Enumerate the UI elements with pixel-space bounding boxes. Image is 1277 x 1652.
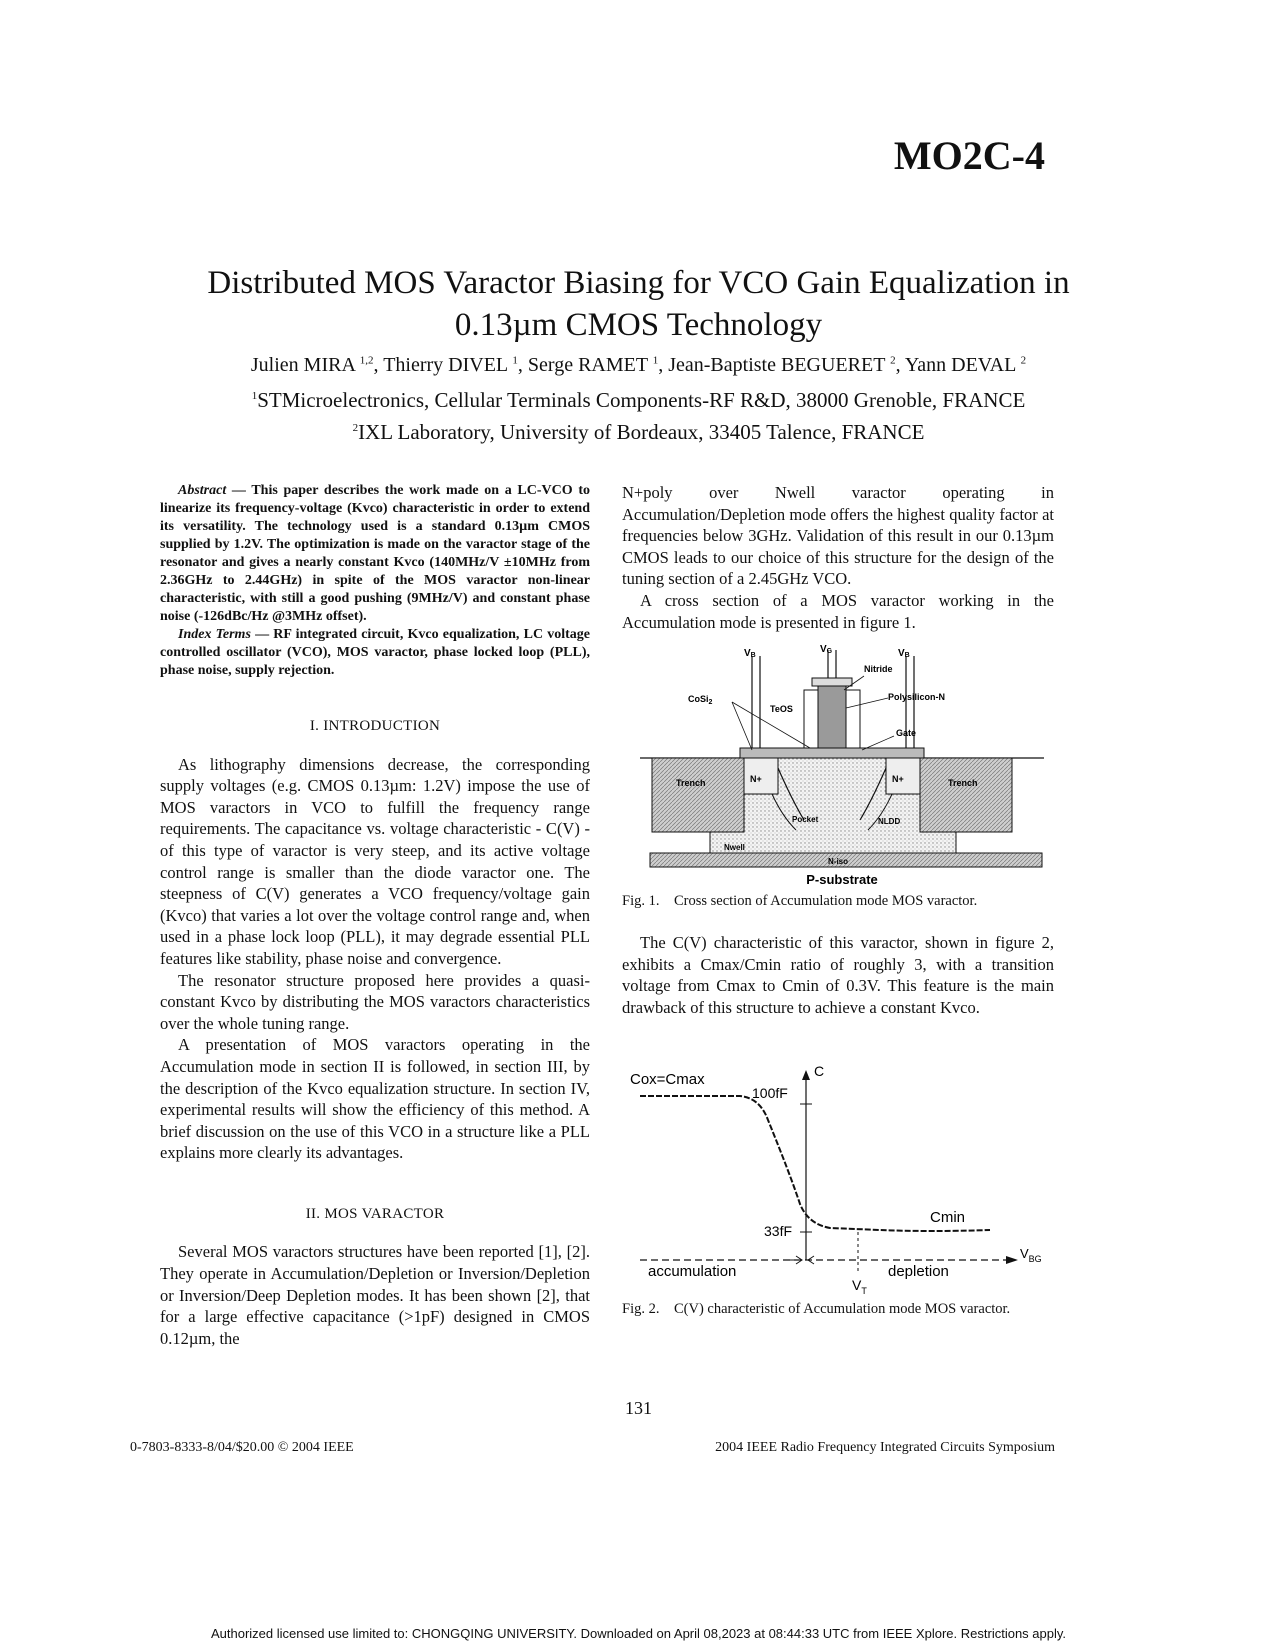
page-number: 131 bbox=[625, 1398, 652, 1418]
label-cox-cmax: Cox=Cmax bbox=[630, 1071, 705, 1088]
right-column-middle bbox=[622, 932, 1054, 1018]
teos-spacer-right bbox=[846, 690, 860, 748]
label-psubstrate: P-substrate bbox=[806, 872, 878, 887]
teos-spacer-left bbox=[804, 690, 818, 748]
author: Jean-Baptiste BEGUERET bbox=[668, 354, 886, 376]
figure-1-cross-section bbox=[632, 644, 1052, 914]
affiliation-1: $^1$STMicroelectronics, Cellular Terminals Components-RF R&D, 38000 Grenoble, FRANCE bbox=[251, 388, 1026, 412]
label-nplus-right: N+ bbox=[892, 774, 904, 784]
abstract: Abstract — This paper describes the work made on a LC-VCO to linearize its frequency-voltage (Kvco) characteristic in order to extend its versatility. The technology used is a standard 0.13µm CMOS supplied by 1.2V. The optimization is made on the varactor stage of the resonator and gives a nearly constant Kvco (140MHz/V ±10MHz from 2.36GHz to 2.44GHz) in spite of the MOS varactor non-linear characteristic, with still a good pushing (9MHz/V) and constant phase noise (-126dBc/Hz @3MHz offset). Index Terms — RF integrated circuit, Kvco equalization, LC voltage controlled oscillator (VCO), MOS varactor, phase locked loop (PLL), phase noise, supply rejection. bbox=[160, 483, 590, 678]
nitride-cap bbox=[812, 678, 852, 686]
figure-2-cv-curve bbox=[630, 1064, 1050, 1296]
label-trench-left: Trench bbox=[676, 778, 706, 788]
label-33ff: 33fF bbox=[764, 1223, 793, 1239]
paragraph: A presentation of MOS varactors operating in the Accumulation mode in section II is followed, in section III, by the description of the Kvco equalization structure. In section IV, experimental results will show the efficiency of this method. A brief discussion on the use of this VCO in a structure like a PLL explains more clearly its advantages. bbox=[160, 1035, 590, 1163]
label-accumulation: accumulation bbox=[648, 1263, 737, 1280]
title-line-1: Distributed MOS Varactor Biasing for VCO Gain Equalization in bbox=[207, 265, 1070, 301]
label-nwell: Nwell bbox=[724, 843, 745, 852]
label-c-axis: C bbox=[814, 1063, 825, 1079]
author: Yann DEVAL bbox=[904, 354, 1016, 376]
paragraph: N+poly over Nwell varactor operating in Accumulation/Depletion mode offers the highest quality factor at frequencies below 3GHz. Validation of this result in our 0.13µm CMOS leads to our choice of this structure for the design of the tuning section of a 2.45GHz VCO. bbox=[622, 483, 1054, 589]
author: Julien MIRA bbox=[250, 354, 355, 376]
label-trench-right: Trench bbox=[948, 778, 978, 788]
label-cmin: Cmin bbox=[930, 1209, 966, 1226]
label-nitride: Nitride bbox=[864, 664, 893, 674]
label-vg: $V_G$ bbox=[820, 644, 833, 656]
label-pocket: Pocket bbox=[792, 815, 819, 824]
label-cosi: CoSi$_2$ bbox=[688, 694, 713, 706]
trench-left-shape bbox=[652, 758, 744, 832]
paragraph: Several MOS varactors structures have been reported [1], [2]. They operate in Accumulation/Depletion or Inversion/Depletion or Inversion/Deep Depletion modes. It has been shown [2], that for a large effective capacitance (>1pF) designed in CMOS 0.12µm, the bbox=[160, 1242, 590, 1348]
label-vt: $V_T$ bbox=[852, 1277, 867, 1296]
label-polysilicon: Polysilicon-N bbox=[888, 692, 946, 702]
label-nldd: NLDD bbox=[878, 817, 901, 826]
authorized-use-notice: Authorized licensed use limited to: CHONGQING UNIVERSITY. Downloaded on April 08,2023 at 08:44:33 UTC from IEEE Xplore. Restrictions apply. bbox=[210, 1626, 1067, 1641]
title-line-2: 0.13µm CMOS Technology bbox=[454, 307, 823, 343]
author: Thierry DIVEL bbox=[383, 354, 508, 376]
label-niso: N-iso bbox=[828, 857, 848, 866]
author: Serge RAMET bbox=[527, 354, 648, 376]
paragraph: The resonator structure proposed here provides a quasi-constant Kvco by distributing the MOS varactors characteristics over the whole tuning range. bbox=[160, 970, 590, 1033]
label-depletion: depletion bbox=[888, 1263, 949, 1280]
label-vb-left: $V_B$ bbox=[744, 648, 756, 660]
right-column-top bbox=[622, 482, 1054, 633]
section-heading-introduction: I. INTRODUCTION bbox=[309, 718, 441, 734]
footer-copyright: 0-7803-8333-8/04/$20.00 © 2004 IEEE bbox=[130, 1440, 354, 1455]
label-100ff: 100fF bbox=[752, 1085, 788, 1101]
gate-oxide bbox=[740, 748, 924, 758]
label-nplus-left: N+ bbox=[750, 774, 762, 784]
label-teos: TeOS bbox=[770, 704, 793, 714]
paper-title bbox=[0, 262, 1277, 346]
label-vbg: $V_{BG}$ bbox=[1020, 1246, 1042, 1264]
figure-2-caption: Fig. 2. C(V) characteristic of Accumulation mode MOS varactor. bbox=[622, 1301, 1011, 1317]
paper-code: MO2C-4 bbox=[893, 133, 1045, 178]
trench-right-shape bbox=[920, 758, 1012, 832]
paragraph: As lithography dimensions decrease, the corresponding supply voltages (e.g. CMOS 0.13µm: 1.2V) impose the use of MOS varactors in VCO to fulfill the frequency range requirements. The capacitance vs. voltage characteristic - C(V) - of this type of varactor is very steep, and its active voltage control range is smaller than the diode varactor one. The steepness of C(V) generates a VCO frequency/voltage gain (Kvco) that varies a lot over the voltage control range and, when used in a phase lock loop (PLL), it may degrade essential PLL features like stability, phase noise and convergence. bbox=[160, 754, 590, 968]
label-gate: Gate bbox=[896, 728, 917, 738]
left-column bbox=[160, 482, 590, 1349]
paragraph: A cross section of a MOS varactor working in the Accumulation mode is presented in figure 1. bbox=[622, 590, 1054, 632]
label-vb-right: $V_B$ bbox=[898, 648, 910, 660]
affiliation-2: $^2$IXL Laboratory, University of Bordeaux, 33405 Talence, FRANCE bbox=[352, 420, 925, 444]
author-list: Julien MIRA $^{1,2}$, Thierry DIVEL $^1$, Serge RAMET $^1$, Jean-Baptiste BEGUERET $^2$, Yann DEVAL $^2$ bbox=[250, 354, 1027, 376]
polysilicon-gate bbox=[818, 682, 846, 748]
footer-conference: 2004 IEEE Radio Frequency Integrated Circuits Symposium bbox=[715, 1440, 1055, 1455]
paragraph: The C(V) characteristic of this varactor, shown in figure 2, exhibits a Cmax/Cmin ratio of roughly 3, with a transition voltage from Cmax to Cmin of 0.3V. This feature is the main drawback of this structure to achieve a constant Kvco. bbox=[622, 933, 1054, 1017]
section-heading-mos-varactor: II. MOS VARACTOR bbox=[305, 1205, 445, 1222]
figure-1-caption: Fig. 1. Cross section of Accumulation mode MOS varactor. bbox=[622, 893, 978, 909]
